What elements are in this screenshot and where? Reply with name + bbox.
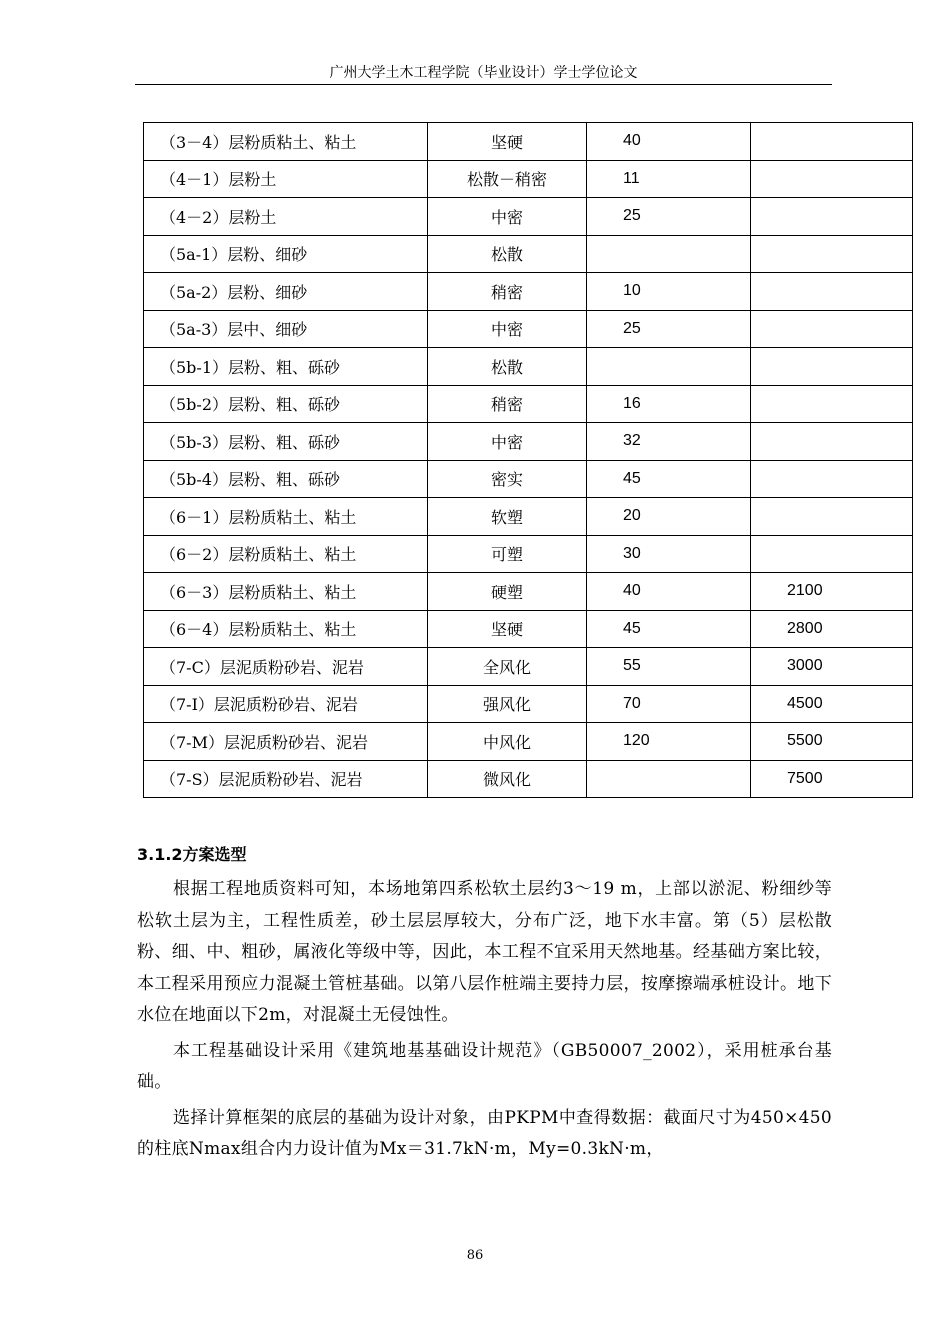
- table-row: [144, 235, 913, 273]
- table-cell: 中密: [428, 423, 587, 461]
- table-row: [144, 423, 913, 461]
- table-cell: 70: [587, 685, 751, 723]
- table-row: [144, 198, 913, 236]
- table-cell: 微风化: [428, 760, 587, 798]
- table-row: [144, 723, 913, 761]
- table-cell: 松散: [428, 235, 587, 273]
- table-cell: [751, 160, 913, 198]
- table-cell: [751, 498, 913, 536]
- table-cell: 强风化: [428, 685, 587, 723]
- table-row: [144, 385, 913, 423]
- table-cell: （6－2）层粉质粘土、粘土: [144, 535, 428, 573]
- paragraph-3: 选择计算框架的底层的基础为设计对象，由PKPM中查得数据：截面尺寸为450×450的柱底Nmax组合内力设计值为Mx＝31.7kN·m，My=0.3kN·m，: [137, 1107, 832, 1159]
- table-cell: （3－4）层粉质粘土、粘土: [144, 123, 428, 161]
- table-cell: 软塑: [428, 498, 587, 536]
- table-row: [144, 273, 913, 311]
- table-cell: [751, 423, 913, 461]
- table-cell: 松散: [428, 348, 587, 386]
- table-row: [144, 573, 913, 611]
- table-row: [144, 648, 913, 686]
- table-cell: 松散－稍密: [428, 160, 587, 198]
- soil-properties-table: [143, 122, 913, 798]
- table-cell: （5b-2）层粉、粗、砾砂: [144, 385, 428, 423]
- table-cell: 中密: [428, 198, 587, 236]
- paragraph-2: 本工程基础设计采用《建筑地基基础设计规范》（GB50007_2002），采用桩承台基础。: [137, 1040, 832, 1092]
- table-cell: [751, 460, 913, 498]
- table-row: [144, 760, 913, 798]
- table-cell: [751, 123, 913, 161]
- table-cell: 120: [587, 723, 751, 761]
- table-cell: 7500: [751, 760, 913, 798]
- table-cell: 40: [587, 573, 751, 611]
- table-cell: （5a-2）层粉、细砂: [144, 273, 428, 311]
- table-cell: （7-M）层泥质粉砂岩、泥岩: [144, 723, 428, 761]
- table-cell: 20: [587, 498, 751, 536]
- table-cell: 45: [587, 460, 751, 498]
- table-cell: 坚硬: [428, 610, 587, 648]
- table-cell: 稍密: [428, 385, 587, 423]
- table-cell: 30: [587, 535, 751, 573]
- table-cell: （5a-1）层粉、细砂: [144, 235, 428, 273]
- table-cell: 45: [587, 610, 751, 648]
- table-cell: 3000: [751, 648, 913, 686]
- table-cell: 11: [587, 160, 751, 198]
- table-cell: 坚硬: [428, 123, 587, 161]
- table-cell: （5b-4）层粉、粗、砾砂: [144, 460, 428, 498]
- header-title: 广州大学土木工程学院（毕业设计）学士学位论文: [329, 65, 638, 81]
- table-cell: （4－1）层粉土: [144, 160, 428, 198]
- table-cell: 4500: [751, 685, 913, 723]
- table-cell: 全风化: [428, 648, 587, 686]
- table-cell: [587, 235, 751, 273]
- table-cell: 32: [587, 423, 751, 461]
- table-cell: [587, 348, 751, 386]
- table-cell: （5b-1）层粉、粗、砾砂: [144, 348, 428, 386]
- table-cell: 中密: [428, 310, 587, 348]
- table-row: [144, 310, 913, 348]
- section-title: 3.1.2方案选型: [137, 845, 247, 864]
- section-body: [137, 874, 832, 1170]
- table-cell: 5500: [751, 723, 913, 761]
- table-cell: （6－1）层粉质粘土、粘土: [144, 498, 428, 536]
- table-cell: [751, 235, 913, 273]
- table-cell: （7-C）层泥质粉砂岩、泥岩: [144, 648, 428, 686]
- table-cell: 密实: [428, 460, 587, 498]
- table-cell: 55: [587, 648, 751, 686]
- table-cell: 25: [587, 310, 751, 348]
- table-cell: [751, 198, 913, 236]
- table-cell: 10: [587, 273, 751, 311]
- table-row: [144, 460, 913, 498]
- table-cell: （5a-3）层中、细砂: [144, 310, 428, 348]
- table-cell: [751, 385, 913, 423]
- table-row: [144, 348, 913, 386]
- table-cell: （7-I）层泥质粉砂岩、泥岩: [144, 685, 428, 723]
- table-cell: [751, 348, 913, 386]
- table-cell: [587, 760, 751, 798]
- table-cell: 稍密: [428, 273, 587, 311]
- table-cell: （7-S）层泥质粉砂岩、泥岩: [144, 760, 428, 798]
- table-cell: 2100: [751, 573, 913, 611]
- table-cell: [751, 310, 913, 348]
- table-row: [144, 123, 913, 161]
- table-cell: 可塑: [428, 535, 587, 573]
- table-cell: 16: [587, 385, 751, 423]
- page-header: [135, 62, 832, 85]
- paragraph-1: 根据工程地质资料可知，本场地第四系松软土层约3～19 m，上部以淤泥、粉细纱等松软土层为主，工程性质差，砂土层层厚较大，分布广泛，地下水丰富。第（5）层松散粉、细、中、粗砂，属液化等级中等，因此，本工程不宜采用天然地基。经基础方案比较，本工程采用预应力混凝土管桩基础。以第八层作桩端主要持力层，按摩擦端承桩设计。地下水位在地面以下2m，对混凝土无侵蚀性。: [137, 879, 832, 1025]
- table-row: [144, 685, 913, 723]
- table-row: [144, 610, 913, 648]
- table-cell: （6－3）层粉质粘土、粘土: [144, 573, 428, 611]
- table-cell: 中风化: [428, 723, 587, 761]
- table-row: [144, 498, 913, 536]
- table-cell: 25: [587, 198, 751, 236]
- table-cell: [751, 273, 913, 311]
- page-number: 86: [466, 1248, 484, 1263]
- table-cell: [751, 535, 913, 573]
- table-cell: （4－2）层粉土: [144, 198, 428, 236]
- table-cell: 硬塑: [428, 573, 587, 611]
- table-row: [144, 160, 913, 198]
- table-row: [144, 535, 913, 573]
- table-cell: 2800: [751, 610, 913, 648]
- table-cell: （6－4）层粉质粘土、粘土: [144, 610, 428, 648]
- table-cell: 40: [587, 123, 751, 161]
- table-cell: （5b-3）层粉、粗、砾砂: [144, 423, 428, 461]
